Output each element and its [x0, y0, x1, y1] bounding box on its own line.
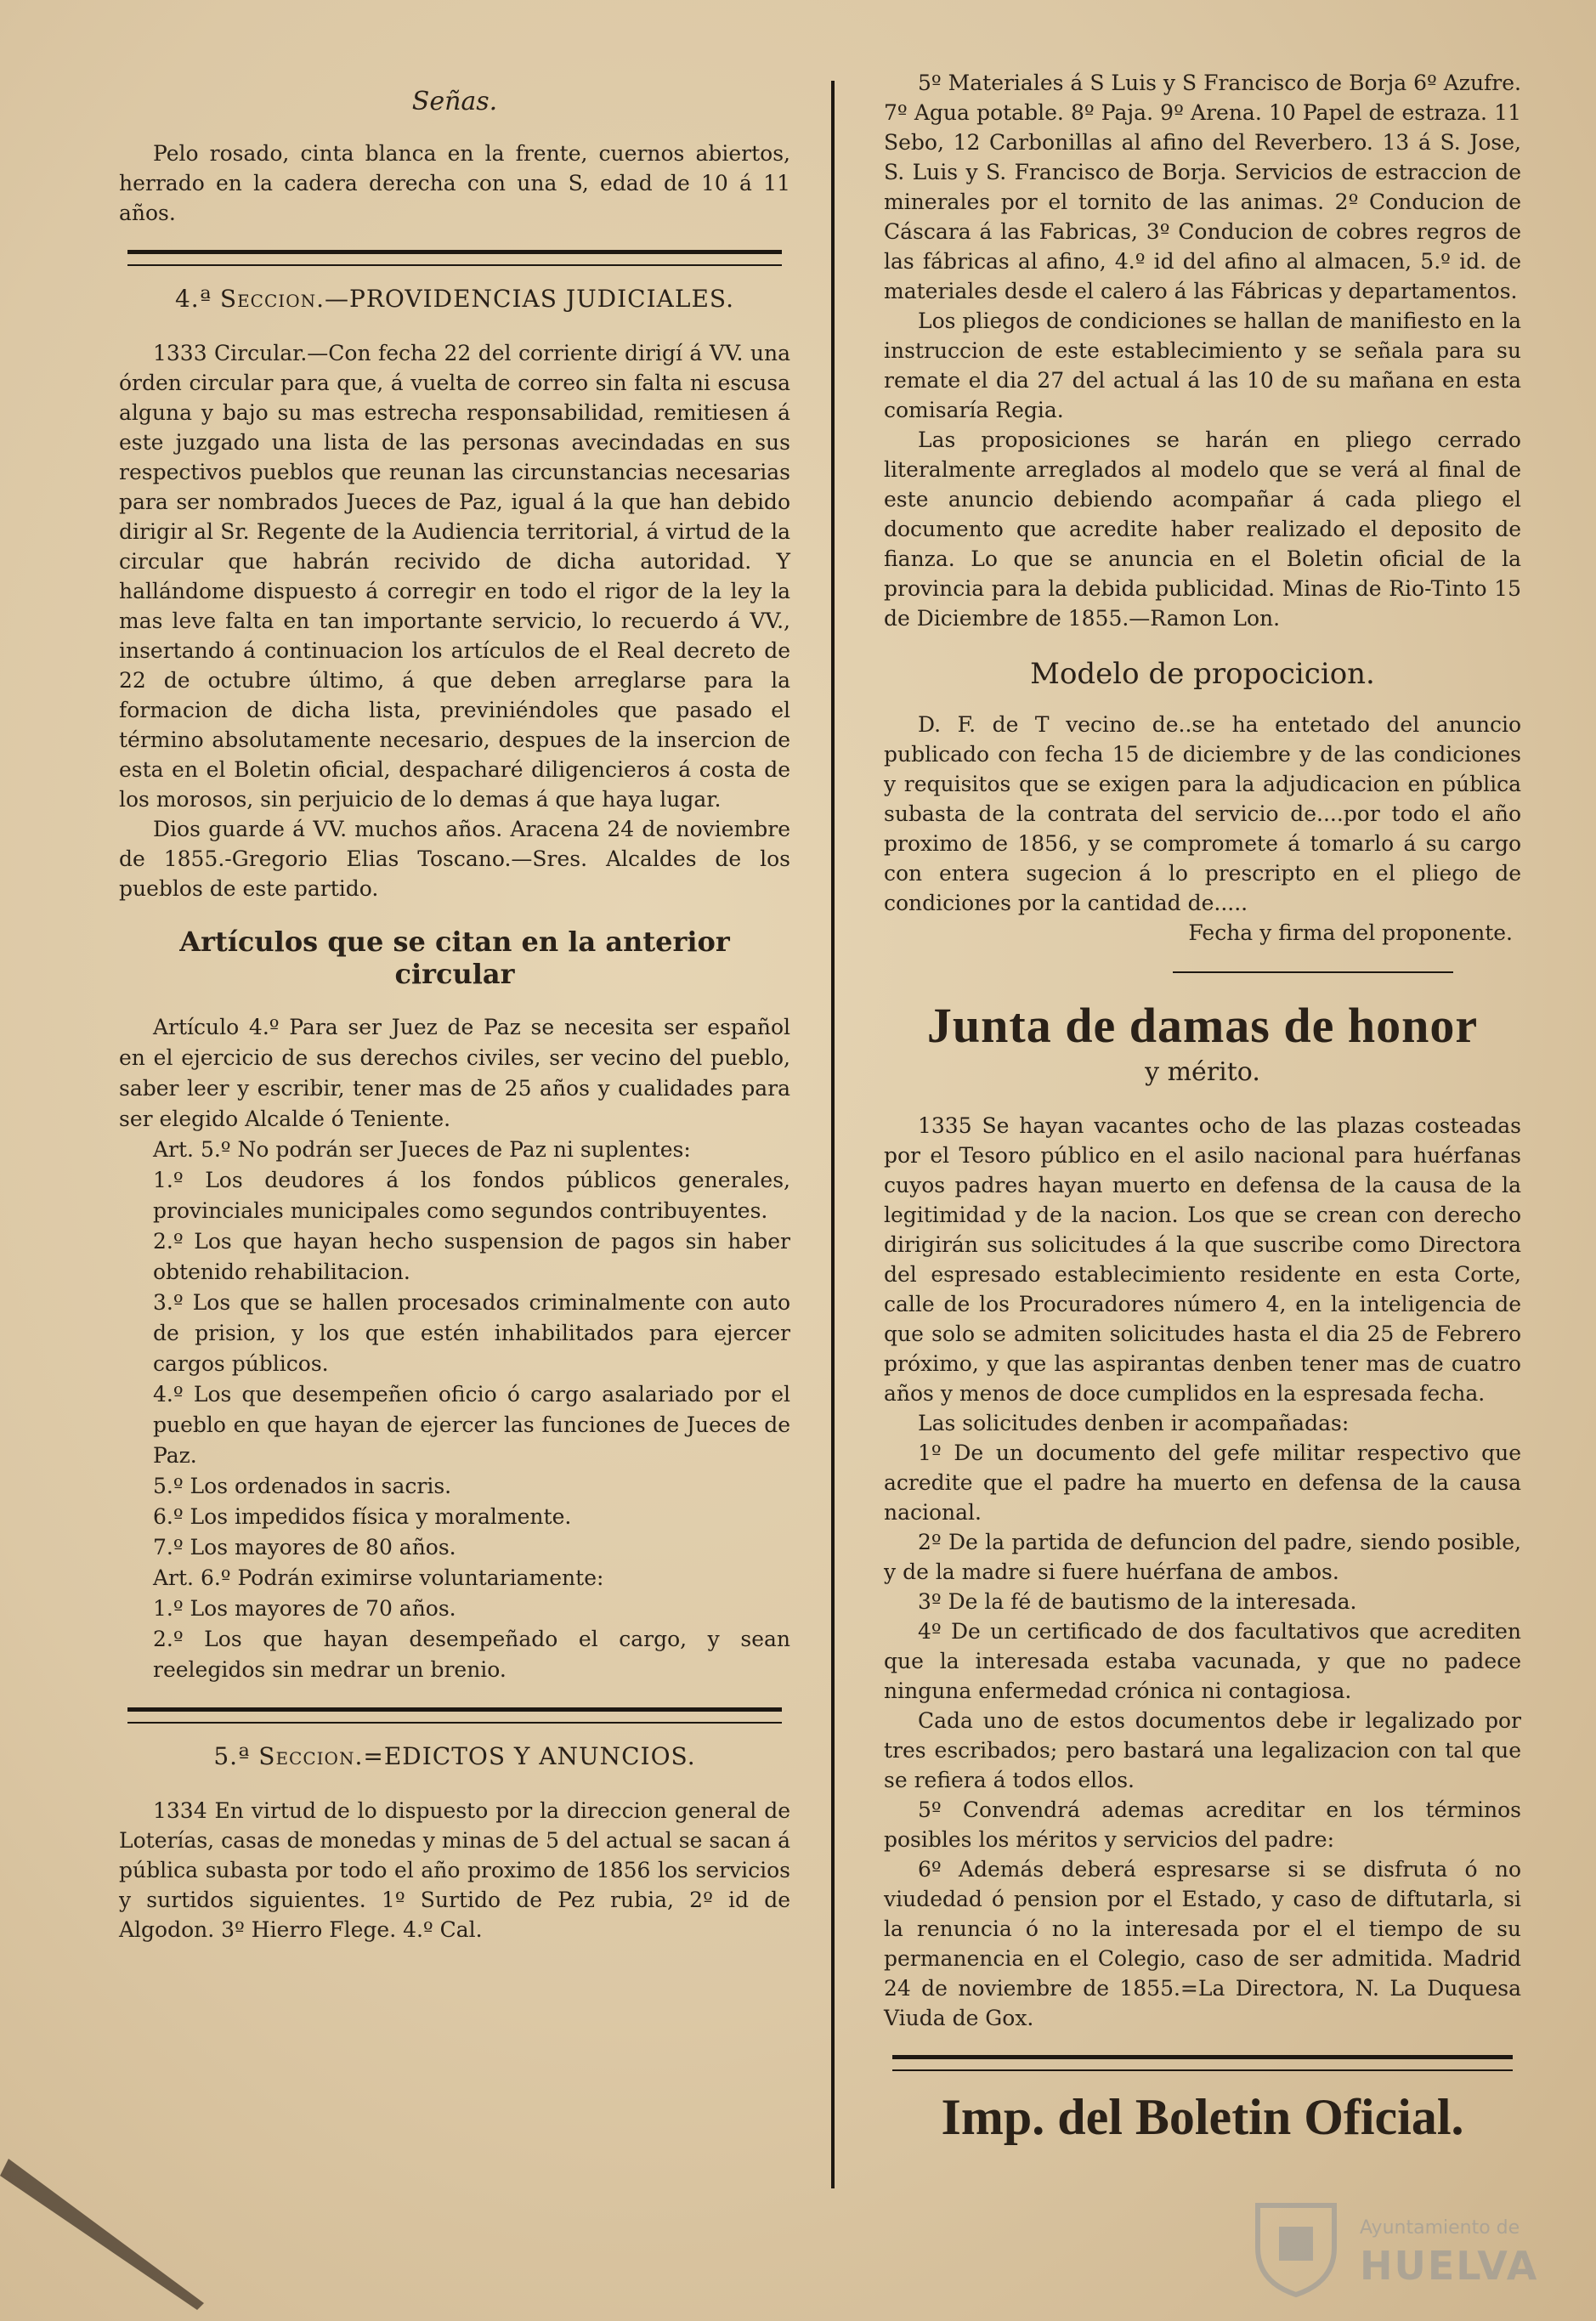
section-rule [127, 1707, 782, 1724]
right-column [884, 68, 1521, 2147]
anuncio-1334-continued: 5º Materiales á S Luis y S Francisco de Borja 6º Azufre. 7º Agua potable. 8º Paja. 9º Arena. 10 Papel de estraza. 11 Sebo, 12 Carbonillas al afino del Reverbero. 13 á S. Jose, S. Luis y S. Francisco de Borja. Servicios de estraccion de minerales por el tornito de las animas. 2º Conducion de Cáscara á las Fabricas, 3º Conducion de cobres regros de las fábricas al afino, 4.º id del afino al almacen, 5.º id. de materiales desde el calero á las Fábricas y departamentos. [884, 71, 1521, 303]
modelo-heading: Modelo de propocicion. [1030, 657, 1375, 691]
modelo-text: D. F. de T vecino de..se ha entetado del anuncio publicado con fecha 15 de diciembre y de las condiciones y requisitos que se exigen para la adjudicacion en pública subasta de la contrata del servicio de....por todo el año proximo de 1856, y se compromete á tomarlo á su cargo con entera sugecion á lo prescripto en el pliego de condiciones por la cantidad de..... [884, 712, 1521, 915]
senas-heading: Señas. [411, 87, 498, 116]
modelo-firma: Fecha y firma del proponente. [1188, 920, 1513, 945]
quinto-paragraph: 5º Convendrá ademas acreditar en los términos posibles los méritos y servicios del padre: [884, 1797, 1521, 1852]
circular-1333-signature: Dios guarde á VV. muchos años. Aracena 24 de noviembre de 1855.-Gregorio Elias Toscano.—Sres. Alcaldes de los pueblos de este partido. [119, 817, 790, 901]
article-5-item: 3.º Los que se hallen procesados criminalmente con auto de prision, y los que estén inhabilitados para ejercer cargos públicos. [153, 1290, 790, 1376]
archive-watermark [1249, 2197, 1539, 2299]
section-4-heading [119, 285, 790, 313]
document-item: 1º De un documento del gefe militar respectivo que acredite que el padre ha muerto en defensa de la causa nacional. [884, 1441, 1521, 1525]
article-5-item: 1.º Los deudores á los fondos públicos generales, provinciales municipales como segundos contribuyentes. [153, 1168, 790, 1223]
article-6-item: 1.º Los mayores de 70 años. [153, 1596, 456, 1621]
section-4-title: —PROVIDENCIAS JUDICIALES. [325, 285, 734, 313]
article-5-item: 6.º Los impedidos física y moralmente. [153, 1504, 572, 1529]
senas-text: Pelo rosado, cinta blanca en la frente, cuernos abiertos, herrado en la cadera derecha con una S, edad de 10 á 11 años. [119, 141, 790, 225]
sexto-paragraph: 6º Además deberá espresarse si se disfruta ó no viudedad ó pension por el Estado, y caso de diftutarla, si la renuncia ó no la interesada por el el tiempo de su permanencia en el Colegio, caso de ser admitida. Madrid 24 de noviembre de 1855.=La Directora, N. La Duquesa Viuda de Gox. [884, 1857, 1521, 2030]
coat-of-arms-icon [1249, 2197, 1343, 2299]
anuncio-1335: 1335 Se hayan vacantes ocho de las plazas costeadas por el Tesoro público en el asilo nacional para huérfanas cuyos padres hayan muerto en defensa de la causa de la legitimidad y de la nacion. Los que se crean con derecho dirigirán sus solicitudes á la que suscribe como Directora del espresado establecimiento residente en esta Corte, calle de los Procuradores número 4, en la inteligencia de que solo se admiten solicitudes hasta el dia 25 de Febrero próximo, y que las aspirantas denben tener mas de cuatro años y menos de doce cumplidos en la espresada fecha. [884, 1113, 1521, 1406]
article-5-item: 7.º Los mayores de 80 años. [153, 1535, 456, 1560]
article-5-item: 2.º Los que hayan hecho suspension de pagos sin haber obtenido rehabilitacion. [153, 1229, 790, 1284]
document-item: 2º De la partida de defuncion del padre, siendo posible, y de la madre si fuere huérfana de ambos. [884, 1530, 1521, 1584]
section-4-number: 4.ª Seccion. [174, 285, 325, 313]
article-6: Art. 6.º Podrán eximirse voluntariamente: [153, 1565, 604, 1590]
imprenta-title: Imp. del Boletin Oficial. [941, 2089, 1464, 2145]
page-stain [0, 2159, 221, 2320]
document-item: 3º De la fé de bautismo de la interesada. [918, 1589, 1357, 1614]
section-5-number: 5.ª Seccion. [213, 1742, 364, 1770]
articulos-heading: Artículos que se citan en la anterior circular [179, 926, 730, 990]
document-item: 4º De un certificado de dos facultativos que acrediten que la interesada estaba vacunada, y que no padece ninguna enfermedad crónica ni contagiosa. [884, 1619, 1521, 1703]
legalizacion-paragraph: Cada uno de estos documentos debe ir legalizado por tres escribados; pero bastará una legalizacion con tal que se refiera á todos ellos. [884, 1708, 1521, 1792]
column-divider [831, 81, 835, 2188]
junta-title: Junta de damas de honor [926, 998, 1479, 1053]
articles-list [119, 1012, 790, 1685]
section-5-title: =EDICTOS Y ANUNCIOS. [363, 1742, 696, 1770]
article-5-item: 5.º Los ordenados in sacris. [153, 1474, 452, 1498]
pliegos-paragraph: Los pliegos de condiciones se hallan de manifiesto en la instruccion de este establecimiento y se señala para su remate el dia 27 del actual á las 10 de su mañana en esta comisaría Regia. [884, 309, 1521, 422]
circular-1333: 1333 Circular.—Con fecha 22 del corriente dirigí á VV. una órden circular para que, á vuelta de correo sin falta ni escusa alguna y bajo su mas estrecha responsabilidad, remitiesen á este juzgado una lista de las personas avecindadas en sus respectivos pueblos que reunan las circunstancias necesarias para ser nombrados Jueces de Paz, igual á la que han debido dirigir al Sr. Regente de la Audiencia territorial, á virtud de la circular que habrán recivido de dicha autoridad. Y hallándome dispuesto á corregir en todo el rigor de la ley la mas leve falta en tan importante servicio, lo recuerdo á VV., insertando á continuacion los artículos de el Real decreto de 22 de octubre último, á que deben arreglarse para la formacion de dicha lista, previniéndoles que pasado el término absolutamente necesario, despues de la insercion de esta en el Boletin oficial, despacharé diligencieros á costa de los morosos, sin perjuicio de lo demas á que haya lugar. [119, 341, 790, 812]
section-rule [892, 2055, 1513, 2071]
article-6-item: 2.º Los que hayan desempeñado el cargo, y sean reelegidos sin medrar un brenio. [153, 1627, 790, 1682]
proposiciones-paragraph: Las proposiciones se harán en pliego cerrado literalmente arreglados al modelo que se verá al final de este anuncio debiendo acompañar á cada pliego el documento que acredite haber realizado el deposito de fianza. Lo que se anuncia en el Boletin oficial de la provincia para la debida publicidad. Minas de Rio-Tinto 15 de Diciembre de 1855.—Ramon Lon. [884, 427, 1521, 631]
section-5-heading [119, 1742, 790, 1770]
article-4: Artículo 4.º Para ser Juez de Paz se necesita ser español en el ejercicio de sus derechos civiles, ser vecino del pueblo, saber leer y escribir, tener mas de 25 años y cualidades para ser elegido Alcalde ó Teniente. [119, 1015, 790, 1131]
left-column [119, 76, 790, 1945]
article-5: Art. 5.º No podrán ser Jueces de Paz ni suplentes: [153, 1137, 691, 1162]
article-5-item: 4.º Los que desempeñen oficio ó cargo asalariado por el pueblo en que hayan de ejercer las funciones de Jueces de Paz. [153, 1382, 790, 1468]
watermark-line1: Ayuntamiento de [1360, 2217, 1520, 2239]
solicitudes-line: Las solicitudes denben ir acompañadas: [918, 1411, 1350, 1435]
watermark-line2: HUELVA [1360, 2243, 1539, 2289]
junta-subtitle: y mérito. [1145, 1057, 1260, 1087]
section-rule [127, 250, 782, 266]
anuncio-1334: 1334 En virtud de lo dispuesto por la direccion general de Loterías, casas de monedas y minas de 5 del actual se sacan á pública subasta por todo el año proximo de 1856 los servicios y surtidos siguientes. 1º Surtido de Pez rubia, 2º id de Algodon. 3º Hierro Flege. 4.º Cal. [119, 1798, 790, 1942]
short-rule [1173, 971, 1453, 973]
